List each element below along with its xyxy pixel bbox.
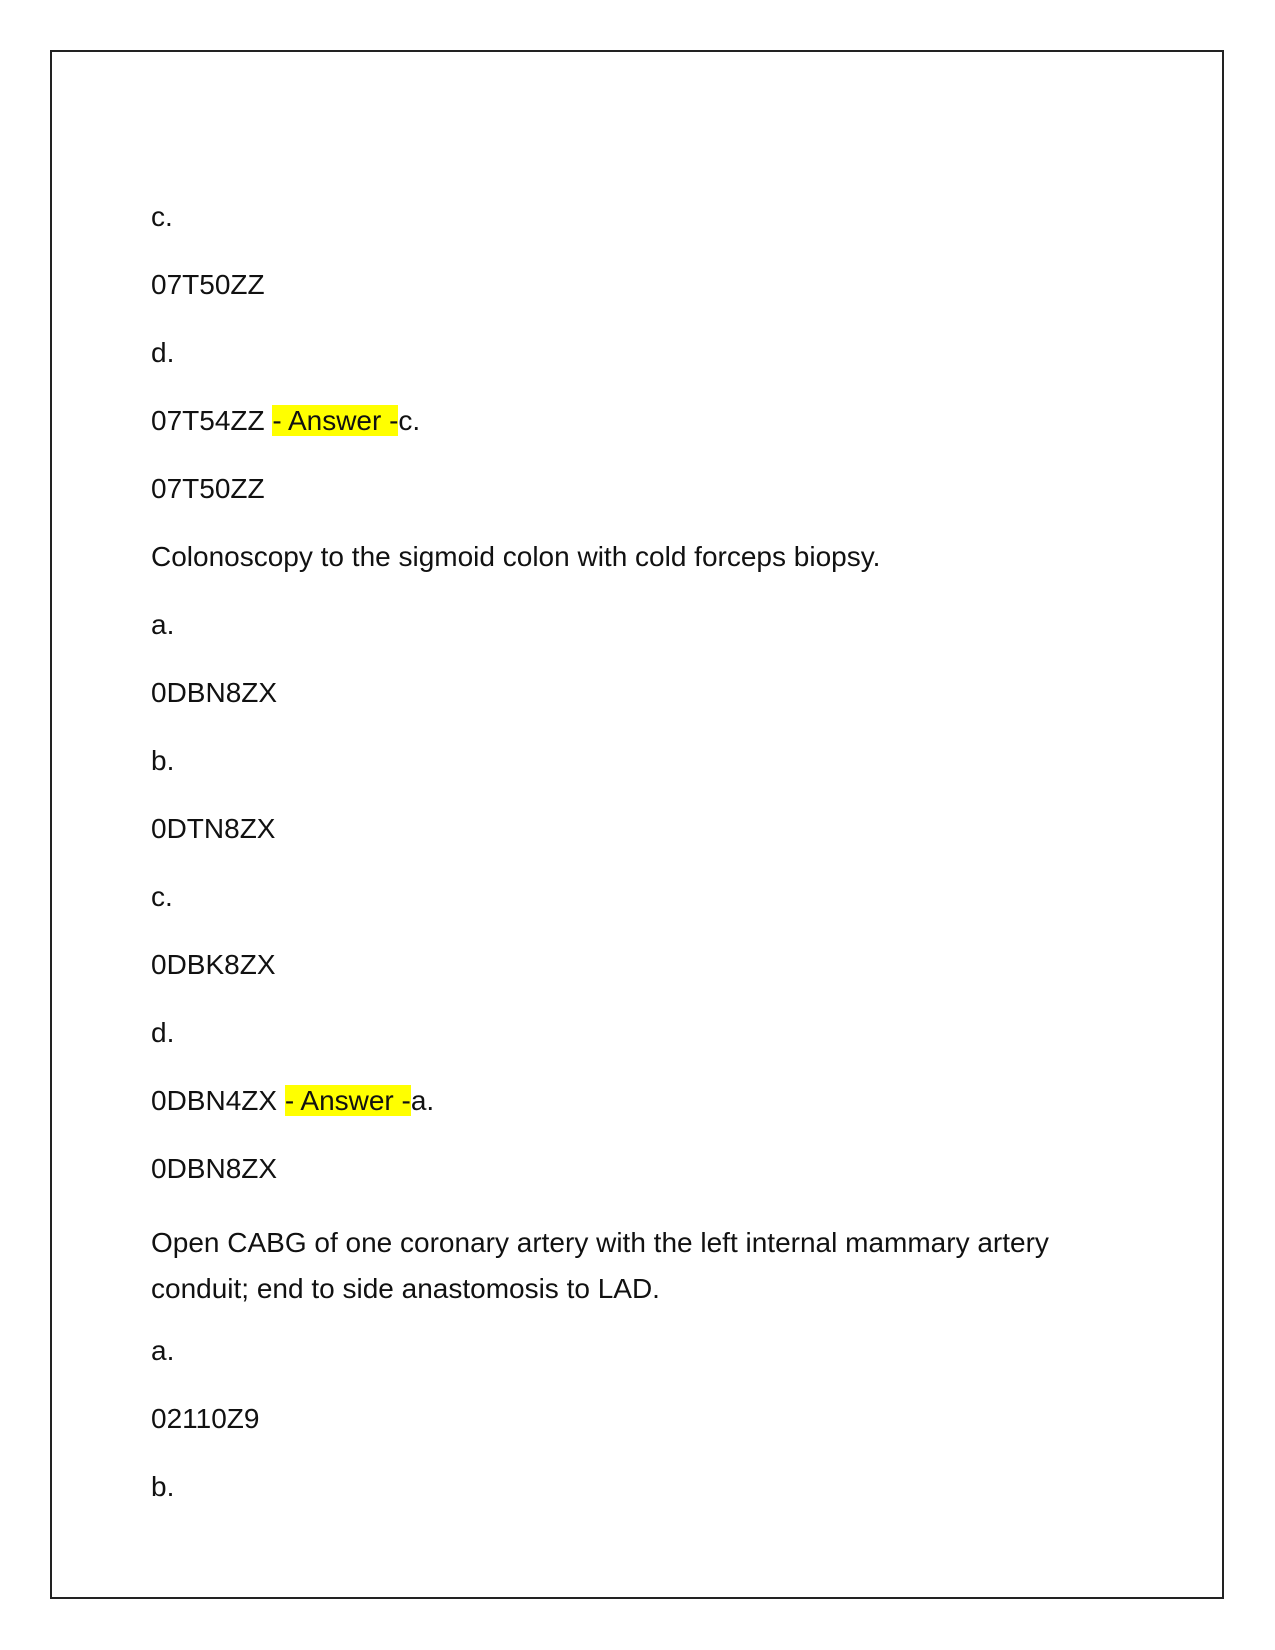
answer-code: 07T50ZZ	[151, 473, 265, 504]
option-code: 02110Z9	[151, 1403, 260, 1434]
option-label: c.	[151, 881, 173, 912]
answer-highlight: - Answer -	[284, 1085, 411, 1116]
option-label: a.	[151, 609, 175, 640]
option-label: c.	[151, 201, 173, 232]
option-label: b.	[151, 1471, 175, 1502]
question-text: Colonoscopy to the sigmoid colon with cold forceps biopsy.	[151, 541, 881, 572]
option-code: 0DBN4ZX	[151, 1085, 285, 1116]
option-code: 0DBN8ZX	[151, 677, 278, 708]
answer-choice: c.	[398, 405, 421, 436]
answer-line	[151, 1084, 1111, 1118]
option-label: a.	[151, 1335, 175, 1366]
answer-highlight: - Answer -	[272, 405, 399, 436]
answer-line	[151, 404, 1111, 438]
option-code: 0DBK8ZX	[151, 949, 276, 980]
option-label: d.	[151, 1017, 175, 1048]
option-label: d.	[151, 337, 175, 368]
option-code: 0DTN8ZX	[151, 813, 276, 844]
question-text: Open CABG of one coronary artery with the left internal mammary artery conduit; end to side anastomosis to LAD.	[151, 1227, 1049, 1304]
answer-code: 0DBN8ZX	[151, 1153, 278, 1184]
option-code: 07T50ZZ	[151, 269, 265, 300]
answer-choice: a.	[410, 1085, 435, 1116]
option-code: 07T54ZZ	[151, 405, 273, 436]
document-content	[151, 200, 1111, 1538]
option-label: b.	[151, 745, 175, 776]
document-page	[50, 50, 1224, 1599]
